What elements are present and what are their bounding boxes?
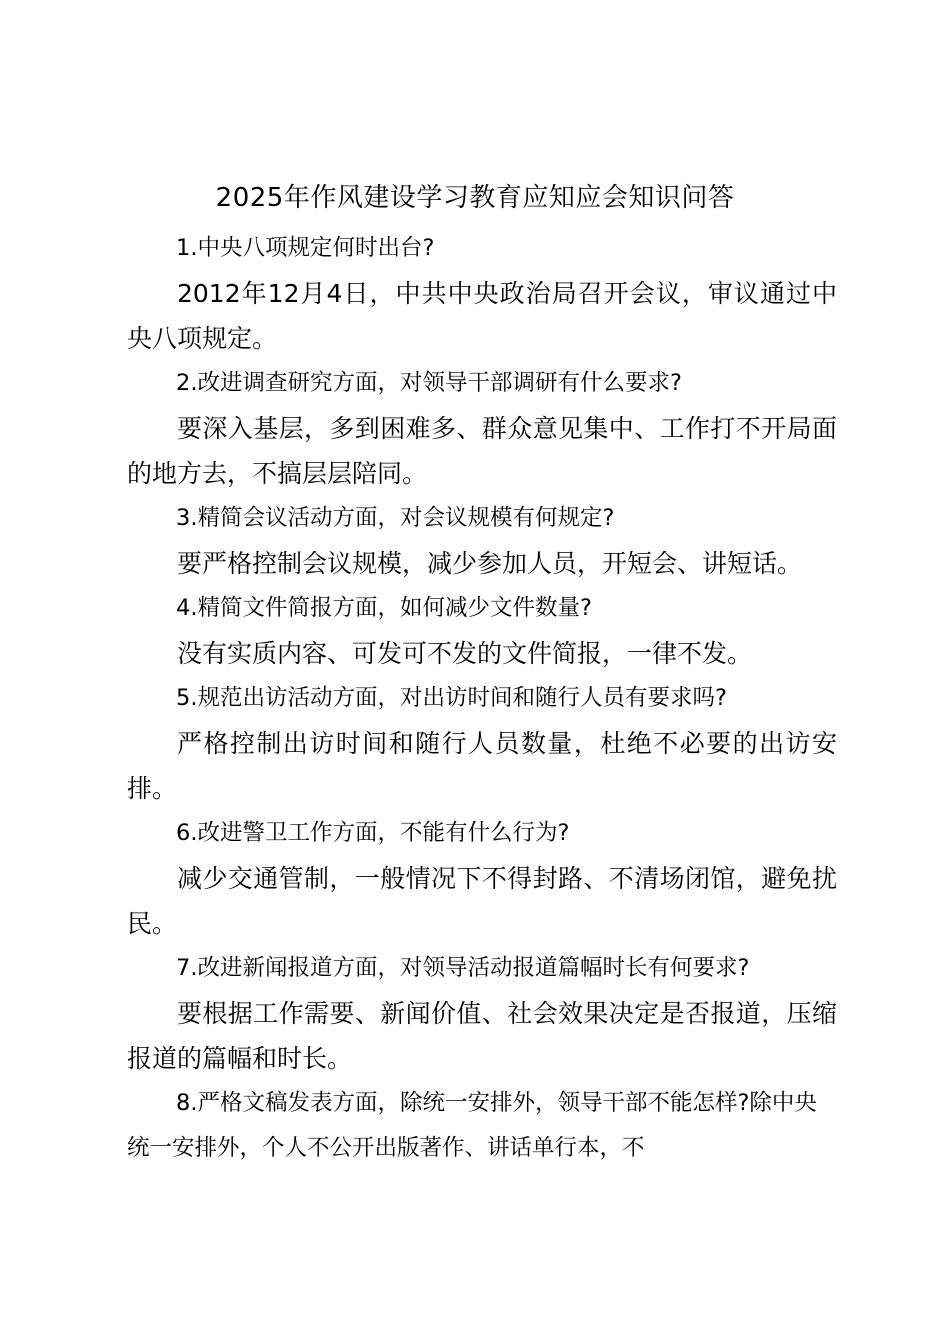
question-5: 5.规范出访活动方面，对出访时间和随行人员有要求吗? xyxy=(176,685,727,711)
question-1: 1.中央八项规定何时出台? xyxy=(176,235,435,261)
question-2: 2.改进调查研究方面，对领导干部调研有什么要求? xyxy=(176,370,682,396)
answer-5: 严格控制出访时间和随行人员数量，杜绝不必要的出访安排。 xyxy=(127,729,837,803)
answer-1: 2012年12月4日，中共中央政治局召开会议，审议通过中央八项规定。 xyxy=(127,279,837,353)
question-7: 7.改进新闻报道方面，对领导活动报道篇幅时长有何要求? xyxy=(176,955,750,981)
document-title: 2025年作风建设学习教育应知应会知识问答 xyxy=(215,183,735,213)
answer-2: 要深入基层，多到困难多、群众意见集中、工作打不开局面的地方去，不搞层层陪同。 xyxy=(127,414,837,488)
document-body xyxy=(127,226,837,1171)
question-3: 3.精简会议活动方面，对会议规模有何规定? xyxy=(176,505,615,531)
question-8: 8.严格文稿发表方面，除统一安排外，领导干部不能怎样?除中央统一安排外，个人不公开出版著作、讲话单行本，不 xyxy=(127,1090,817,1161)
answer-4: 没有实质内容、可发可不发的文件简报，一律不发。 xyxy=(177,639,753,668)
answer-7: 要根据工作需要、新闻价值、社会效果决定是否报道，压缩报道的篇幅和时长。 xyxy=(127,999,837,1073)
question-4: 4.精简文件简报方面，如何减少文件数量? xyxy=(176,595,592,621)
answer-6: 减少交通管制，一般情况下不得封路、不清场闭馆，避免扰民。 xyxy=(127,864,837,938)
answer-3: 要严格控制会议规模，减少参加人员，开短会、讲短话。 xyxy=(177,549,803,578)
question-6: 6.改进警卫工作方面，不能有什么行为? xyxy=(176,820,570,846)
